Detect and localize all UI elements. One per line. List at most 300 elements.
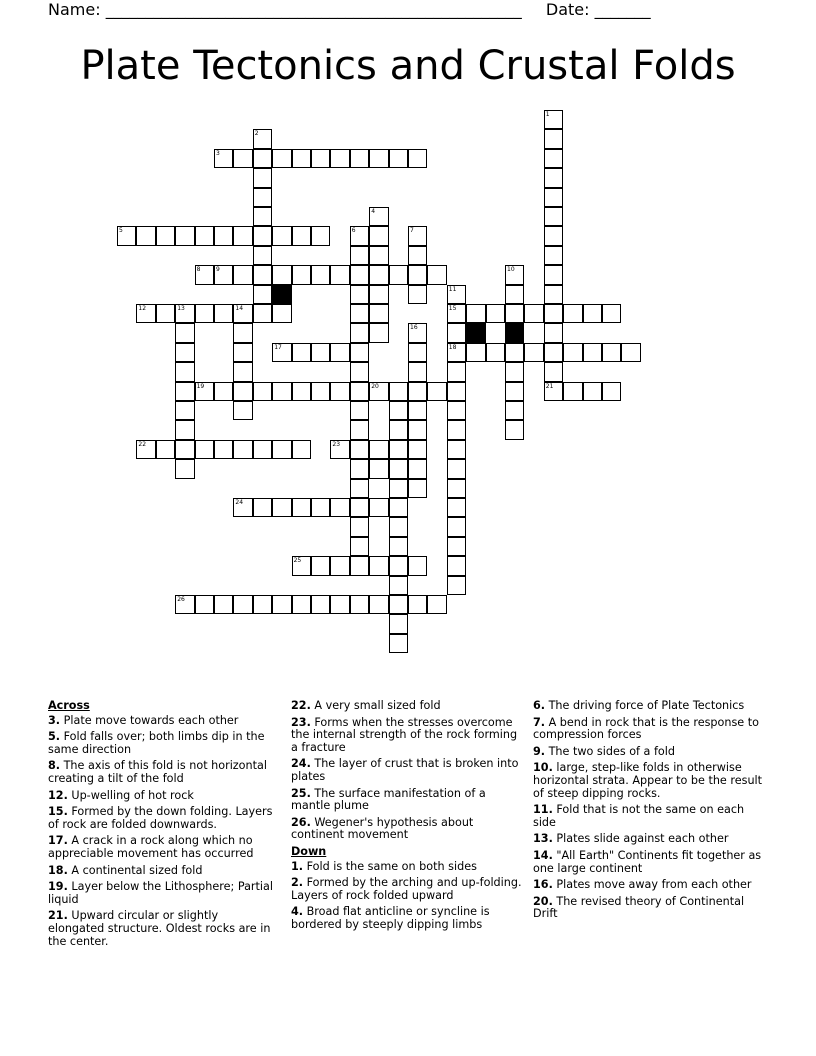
clue-number-label: 15. [48, 805, 68, 819]
crossword-cell[interactable] [253, 304, 272, 323]
crossword-cell[interactable] [117, 226, 136, 245]
crossword-cell[interactable] [233, 343, 252, 362]
crossword-cell[interactable] [233, 265, 252, 284]
crossword-cell[interactable] [233, 440, 252, 459]
crossword-cell[interactable] [563, 382, 582, 401]
crossword-cell[interactable] [233, 149, 252, 168]
crossword-cell[interactable] [272, 226, 291, 245]
crossword-cell[interactable] [369, 226, 388, 245]
crossword-cell[interactable] [195, 226, 214, 245]
clue-number: 16 [410, 324, 418, 332]
crossword-cell[interactable] [350, 440, 369, 459]
crossword-cell[interactable] [175, 323, 194, 342]
crossword-cell[interactable] [350, 323, 369, 342]
crossword-cell[interactable] [253, 285, 272, 304]
crossword-cell[interactable] [253, 226, 272, 245]
crossword-cell[interactable] [408, 382, 427, 401]
crossword-cell[interactable] [505, 382, 524, 401]
clue-number: 2 [254, 130, 259, 138]
crossword-cell[interactable] [408, 401, 427, 420]
crossword-cell[interactable] [311, 382, 330, 401]
crossword-cell[interactable] [389, 556, 408, 575]
clue-item [533, 746, 768, 759]
crossword-cell[interactable] [214, 226, 233, 245]
crossword-cell[interactable] [389, 382, 408, 401]
crossword-cell[interactable] [544, 188, 563, 207]
crossword-cell[interactable] [563, 304, 582, 323]
clue-text: The driving force of Plate Tectonics [545, 699, 745, 712]
page-title: Plate Tectonics and Crustal Folds [80, 43, 736, 89]
crossword-cell[interactable] [389, 401, 408, 420]
clue-item [533, 804, 768, 829]
crossword-cell[interactable] [447, 401, 466, 420]
crossword-cell[interactable] [330, 149, 349, 168]
crossword-cell[interactable] [408, 226, 427, 245]
crossword-cell[interactable] [350, 362, 369, 381]
crossword-cell[interactable] [447, 343, 466, 362]
clue-item [533, 762, 768, 800]
crossword-cell[interactable] [408, 595, 427, 614]
crossword-cell[interactable] [253, 149, 272, 168]
crossword-cell[interactable] [253, 498, 272, 517]
clue-number-label: 16. [533, 878, 553, 892]
crossword-cell[interactable] [272, 265, 291, 284]
black-cell [505, 323, 524, 342]
clue-item [291, 906, 523, 931]
crossword-cell[interactable] [544, 285, 563, 304]
crossword-cell[interactable] [544, 246, 563, 265]
clue-number: 9 [216, 266, 220, 274]
crossword-cell[interactable] [311, 226, 330, 245]
clue-item [533, 717, 768, 742]
clue-text: Fold is the same on both sides [303, 859, 477, 873]
crossword-cell[interactable] [621, 343, 640, 362]
crossword-cell[interactable] [350, 265, 369, 284]
clue-number-label: 6. [533, 699, 546, 712]
down-heading: Down [291, 844, 327, 858]
crossword-cell[interactable] [233, 304, 252, 323]
clue-item [533, 700, 768, 713]
crossword-cell[interactable] [311, 265, 330, 284]
clue-number: 21 [545, 382, 554, 390]
crossword-cell[interactable] [389, 634, 408, 653]
crossword-cell[interactable] [292, 226, 311, 245]
clue-number-label: 25. [291, 786, 311, 800]
crossword-cell[interactable] [214, 382, 233, 401]
crossword-cell[interactable] [175, 226, 194, 245]
crossword-cell[interactable] [408, 440, 427, 459]
clue-text: Plates move away from each other [552, 878, 752, 892]
crossword-cell[interactable] [602, 382, 621, 401]
crossword-cell[interactable] [253, 188, 272, 207]
crossword-cell[interactable] [330, 440, 349, 459]
crossword-cell[interactable] [447, 323, 466, 342]
crossword-cell[interactable] [389, 420, 408, 439]
crossword-cell[interactable] [195, 382, 214, 401]
crossword-cell[interactable] [544, 226, 563, 245]
crossword-cell[interactable] [505, 285, 524, 304]
crossword-cell[interactable] [408, 556, 427, 575]
crossword-cell[interactable] [408, 420, 427, 439]
crossword-cell[interactable] [389, 614, 408, 633]
crossword-cell[interactable] [253, 168, 272, 187]
crossword-cell[interactable] [369, 440, 388, 459]
crossword-cell[interactable] [389, 149, 408, 168]
crossword-cell[interactable] [447, 285, 466, 304]
crossword-cell[interactable] [292, 440, 311, 459]
crossword-cell[interactable] [369, 265, 388, 284]
crossword-cell[interactable] [583, 382, 602, 401]
across-heading: Across [48, 699, 90, 712]
crossword-cell[interactable] [524, 343, 543, 362]
crossword-cell[interactable] [408, 285, 427, 304]
clue-item [48, 806, 273, 831]
clue-item [48, 865, 273, 878]
clue-text: A crack in a rock along which no appreciable movement has occurred [48, 834, 254, 860]
crossword-cell[interactable] [233, 498, 252, 517]
crossword-cell[interactable] [544, 343, 563, 362]
clue-number: 25 [293, 557, 302, 565]
crossword-cell[interactable] [233, 226, 252, 245]
crossword-cell[interactable] [427, 265, 446, 284]
clue-item [48, 881, 273, 906]
crossword-cell[interactable] [272, 149, 291, 168]
crossword-cell[interactable] [292, 498, 311, 517]
clue-number-label: 18. [48, 863, 68, 877]
clue-item [48, 835, 273, 860]
clue-text: A bend in rock that is the response to compression forces [533, 715, 759, 742]
crossword-cell[interactable] [389, 595, 408, 614]
crossword-cell[interactable] [408, 265, 427, 284]
clue-number-label: 1. [291, 859, 304, 873]
crossword-cell[interactable] [136, 304, 155, 323]
crossword-cell[interactable] [408, 459, 427, 478]
crossword-cell[interactable] [544, 168, 563, 187]
clue-number-label: 19. [48, 880, 68, 894]
crossword-cell[interactable] [350, 459, 369, 478]
crossword-cell[interactable] [350, 537, 369, 556]
clue-number: 26 [177, 596, 185, 603]
crossword-cell[interactable] [195, 304, 214, 323]
crossword-cell[interactable] [253, 129, 272, 148]
crossword-cell[interactable] [175, 459, 194, 478]
crossword-cell[interactable] [447, 420, 466, 439]
crossword-cell[interactable] [311, 498, 330, 517]
crossword-cell[interactable] [330, 595, 349, 614]
crossword-cell[interactable] [175, 440, 194, 459]
crossword-cell[interactable] [583, 304, 602, 323]
clue-number: 3 [216, 149, 220, 157]
crossword-cell[interactable] [214, 149, 233, 168]
clue-item [291, 817, 523, 842]
clue-text: "All Earth" Continents fit together as one large continent [533, 848, 762, 875]
clue-number-label: 4. [291, 905, 304, 919]
crossword-cell[interactable] [292, 382, 311, 401]
crossword-cell[interactable] [311, 343, 330, 362]
clue-text: The layer of crust that is broken into plates [291, 757, 519, 783]
crossword-cell[interactable] [408, 149, 427, 168]
crossword-cell[interactable] [214, 304, 233, 323]
clue-text: A very small sized fold [310, 699, 441, 712]
crossword-cell[interactable] [195, 265, 214, 284]
crossword-cell[interactable] [447, 382, 466, 401]
crossword-cell[interactable] [505, 343, 524, 362]
clue-text: Fold that is not the same on each side [533, 803, 745, 829]
crossword-cell[interactable] [330, 343, 349, 362]
crossword-cell[interactable] [505, 362, 524, 381]
clue-text: Fold falls over; both limbs dip in the same direction [48, 730, 265, 756]
crossword-cell[interactable] [292, 556, 311, 575]
crossword-cell[interactable] [350, 595, 369, 614]
clue-number: 4 [371, 208, 376, 215]
clue-number-label: 14. [533, 848, 553, 862]
crossword-cell[interactable] [195, 440, 214, 459]
clue-item [533, 896, 768, 921]
crossword-cell[interactable] [292, 343, 311, 362]
clue-number-label: 26. [291, 815, 311, 829]
crossword-cell[interactable] [311, 149, 330, 168]
clue-text: Forms when the stresses overcome the internal strength of the rock forming a fracture [291, 715, 518, 754]
clue-item [48, 731, 273, 756]
crossword-cell[interactable] [136, 226, 155, 245]
crossword-cell[interactable] [505, 401, 524, 420]
crossword-cell[interactable] [253, 440, 272, 459]
crossword-cell[interactable] [350, 285, 369, 304]
crossword-cell[interactable] [156, 226, 175, 245]
crossword-cell[interactable] [544, 265, 563, 284]
crossword-cell[interactable] [389, 498, 408, 517]
crossword-cell[interactable] [544, 323, 563, 342]
crossword-cell[interactable] [466, 343, 485, 362]
crossword-cell[interactable] [369, 323, 388, 342]
crossword-cell[interactable] [272, 382, 291, 401]
crossword-cell[interactable] [330, 498, 349, 517]
crossword-cell[interactable] [544, 362, 563, 381]
crossword-cell[interactable] [175, 362, 194, 381]
crossword-cell[interactable] [447, 479, 466, 498]
clue-item [533, 850, 768, 875]
crossword-cell[interactable] [330, 265, 349, 284]
crossword-cell[interactable] [272, 304, 291, 323]
clue-number-label: 13. [533, 832, 553, 846]
clue-item [291, 861, 523, 874]
crossword-cell[interactable] [524, 304, 543, 323]
clue-text: Formed by the down folding. Layers of rock are folded downwards. [48, 805, 273, 831]
crossword-cell[interactable] [195, 595, 214, 614]
crossword-cell[interactable] [544, 382, 563, 401]
crossword-cell[interactable] [272, 343, 291, 362]
clue-number-label: 11. [533, 803, 553, 817]
crossword-cell[interactable] [214, 595, 233, 614]
crossword-cell[interactable] [389, 265, 408, 284]
crossword-cell[interactable] [408, 479, 427, 498]
crossword-cell[interactable] [389, 459, 408, 478]
crossword-cell[interactable] [175, 304, 194, 323]
crossword-cell[interactable] [330, 556, 349, 575]
crossword-cell[interactable] [486, 343, 505, 362]
crossword-cell[interactable] [350, 479, 369, 498]
clue-number-label: 21. [48, 909, 68, 923]
crossword-cell[interactable] [350, 517, 369, 536]
date-label: Date: [545, 0, 595, 19]
crossword-cell[interactable] [311, 595, 330, 614]
clue-number-label: 17. [48, 834, 68, 848]
crossword-cell[interactable] [233, 382, 252, 401]
crossword-cell[interactable] [350, 498, 369, 517]
crossword-cell[interactable] [389, 537, 408, 556]
crossword-cell[interactable] [175, 401, 194, 420]
crossword-cell[interactable] [447, 537, 466, 556]
clue-item [291, 717, 523, 755]
clue-number: 18 [448, 343, 457, 351]
crossword-cell[interactable] [253, 265, 272, 284]
crossword-cell[interactable] [156, 304, 175, 323]
crossword-cell[interactable] [389, 576, 408, 595]
crossword-cell[interactable] [505, 420, 524, 439]
crossword-cell[interactable] [486, 304, 505, 323]
crossword-cell[interactable] [369, 459, 388, 478]
crossword-cell[interactable] [272, 440, 291, 459]
clue-text: The surface manifestation of a mantle plume [291, 786, 486, 813]
crossword-cell[interactable] [233, 595, 252, 614]
crossword-cell[interactable] [214, 265, 233, 284]
crossword-cell[interactable] [427, 595, 446, 614]
clue-number: 5 [119, 227, 123, 235]
clue-number-label: 2. [291, 876, 304, 890]
crossword-cell[interactable] [350, 420, 369, 439]
clue-number: 12 [138, 305, 147, 312]
crossword-cell[interactable] [544, 110, 563, 129]
crossword-cell[interactable] [350, 304, 369, 323]
crossword-cell[interactable] [292, 265, 311, 284]
clue-item [533, 879, 768, 892]
crossword-cell[interactable] [544, 129, 563, 148]
clue-text: The revised theory of Continental Drift [533, 894, 745, 921]
crossword-cell[interactable] [544, 207, 563, 226]
crossword-cell[interactable] [505, 265, 524, 284]
crossword-cell[interactable] [408, 362, 427, 381]
crossword-cell[interactable] [175, 420, 194, 439]
crossword-cell[interactable] [350, 226, 369, 245]
crossword-cell[interactable] [175, 343, 194, 362]
clue-number-label: 10. [533, 761, 553, 775]
crossword-cell[interactable] [233, 401, 252, 420]
crossword-cell[interactable] [505, 304, 524, 323]
black-cell [466, 323, 485, 342]
clue-number: 10 [507, 266, 515, 274]
crossword-cell[interactable] [427, 382, 446, 401]
crossword-cell[interactable] [350, 556, 369, 575]
crossword-cell[interactable] [408, 343, 427, 362]
crossword-cell[interactable] [447, 576, 466, 595]
clue-item [48, 715, 273, 728]
crossword-cell[interactable] [253, 382, 272, 401]
crossword-cell[interactable] [272, 595, 291, 614]
crossword-cell[interactable] [447, 517, 466, 536]
crossword-cell[interactable] [233, 362, 252, 381]
crossword-cell[interactable] [389, 440, 408, 459]
crossword-cell[interactable] [136, 440, 155, 459]
clue-text: Broad flat anticline or syncline is bordered by steeply dipping limbs [291, 905, 490, 931]
crossword-cell[interactable] [369, 246, 388, 265]
crossword-cell[interactable] [311, 556, 330, 575]
crossword-cell[interactable] [253, 246, 272, 265]
crossword-cell[interactable] [369, 556, 388, 575]
clue-item [48, 790, 273, 803]
crossword-cell[interactable] [447, 362, 466, 381]
crossword-cell[interactable] [350, 246, 369, 265]
clues-column-3 [533, 700, 768, 925]
crossword-cell[interactable] [563, 343, 582, 362]
clue-number: 1 [545, 111, 550, 118]
clue-number: 23 [332, 440, 341, 448]
crossword-cell[interactable] [408, 246, 427, 265]
crossword-cell[interactable] [408, 323, 427, 342]
crossword-cell[interactable] [350, 382, 369, 401]
crossword-cell[interactable] [602, 304, 621, 323]
crossword-cell[interactable] [602, 343, 621, 362]
clue-number: 24 [235, 499, 244, 506]
crossword-cell[interactable] [156, 440, 175, 459]
crossword-cell[interactable] [253, 595, 272, 614]
clue-item [291, 877, 523, 902]
crossword-cell[interactable] [350, 149, 369, 168]
crossword-cell[interactable] [466, 304, 485, 323]
crossword-cell[interactable] [369, 285, 388, 304]
crossword-cell[interactable] [447, 440, 466, 459]
crossword-cell[interactable] [583, 343, 602, 362]
crossword-cell[interactable] [447, 498, 466, 517]
crossword-cell[interactable] [272, 498, 291, 517]
clue-item [533, 833, 768, 846]
crossword-cell[interactable] [389, 517, 408, 536]
clue-text: Plate move towards each other [60, 713, 239, 727]
crossword-cell[interactable] [175, 595, 194, 614]
crossword-cell[interactable] [369, 382, 388, 401]
date-blank[interactable]: _______ [594, 0, 651, 19]
crossword-cell[interactable] [544, 304, 563, 323]
crossword-cell[interactable] [544, 149, 563, 168]
clue-text: Formed by the arching and up-folding. Layers of rock folded upward [291, 876, 522, 902]
crossword-cell[interactable] [389, 479, 408, 498]
clue-number: 6 [351, 227, 356, 235]
crossword-cell[interactable] [447, 304, 466, 323]
crossword-cell[interactable] [175, 382, 194, 401]
clue-number: 13 [177, 305, 185, 312]
crossword-cell[interactable] [369, 498, 388, 517]
crossword-cell[interactable] [369, 149, 388, 168]
crossword-cell[interactable] [369, 304, 388, 323]
crossword-cell[interactable] [292, 595, 311, 614]
clue-number-label: 22. [291, 699, 311, 712]
crossword-cell[interactable] [350, 401, 369, 420]
crossword-cell[interactable] [369, 207, 388, 226]
crossword-cell[interactable] [369, 595, 388, 614]
crossword-cell[interactable] [214, 440, 233, 459]
clue-item [291, 788, 523, 813]
crossword-cell[interactable] [447, 459, 466, 478]
crossword-cell[interactable] [292, 149, 311, 168]
crossword-cell[interactable] [350, 343, 369, 362]
crossword-cell[interactable] [447, 556, 466, 575]
clue-number: 15 [448, 305, 457, 312]
clue-number-label: 8. [48, 759, 61, 773]
crossword-cell[interactable] [330, 382, 349, 401]
clue-number: 14 [235, 305, 244, 312]
name-blank[interactable]: ____________________________________________________ [105, 0, 522, 19]
crossword-cell[interactable] [253, 207, 272, 226]
crossword-cell[interactable] [233, 323, 252, 342]
